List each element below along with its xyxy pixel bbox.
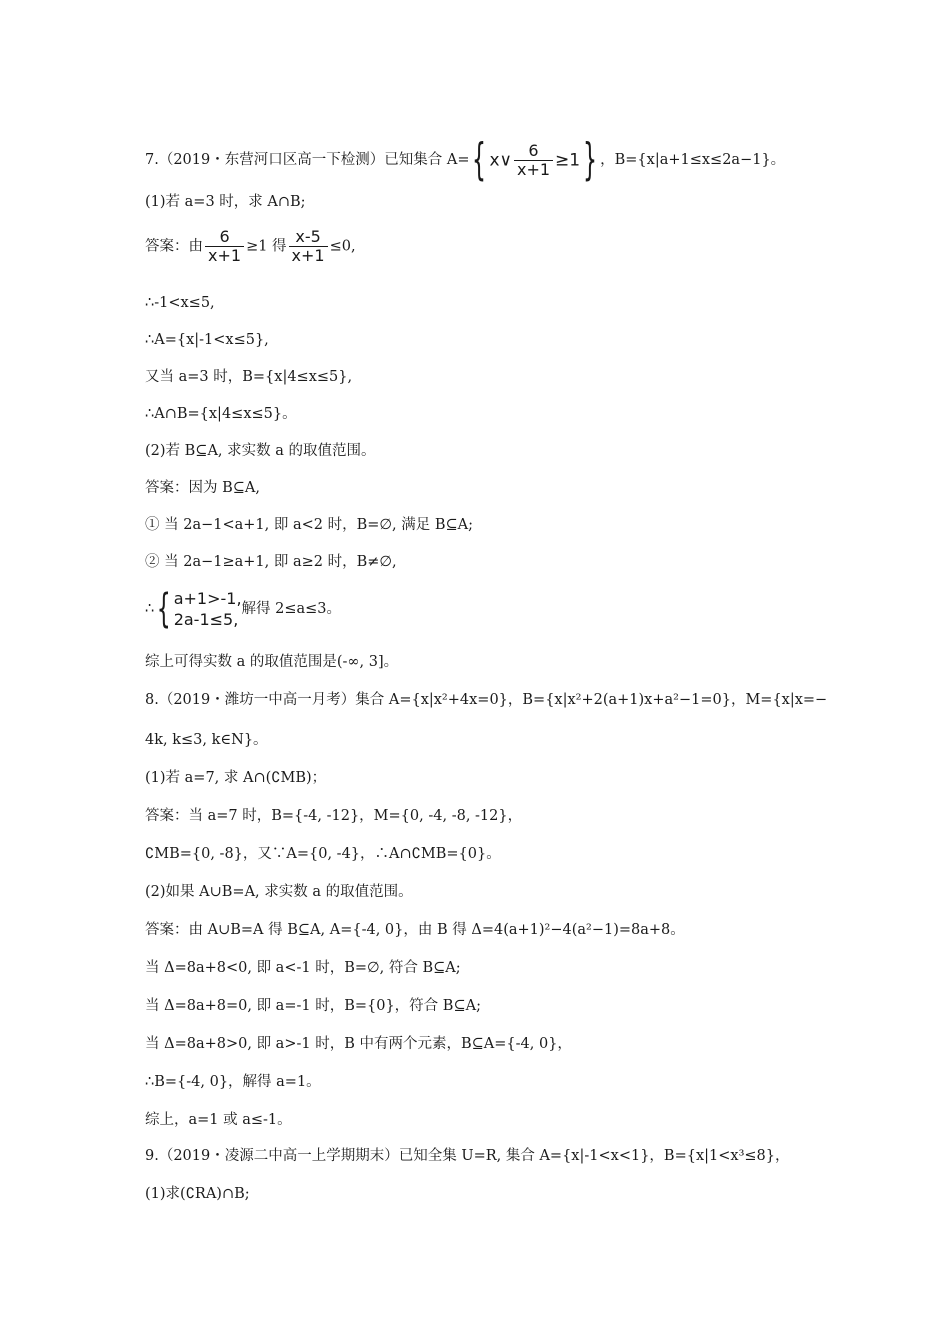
q7-part2: (2)若 B⊆A, 求实数 a 的取值范围。 <box>145 443 376 459</box>
q8-statement-line1: 8.（2019・潍坊一中高一月考）集合 A={x|x²+4x=0}，B={x|x²+2(a+1)x+a²−1=0}，M={x|x=− <box>145 692 828 708</box>
q7-case1: ① 当 2a−1<a+1, 即 a<2 时，B=∅, 满足 B⊆A; <box>145 517 474 533</box>
q7-ans1-mid: ≥1 得 <box>246 238 287 255</box>
q7-prefix: 7.（2019・东营河口区高一下检测）已知集合 A= <box>145 152 470 168</box>
q7-ans1-suffix: ≤0, <box>329 238 356 255</box>
system-brace: { <box>156 586 171 632</box>
q7-line4: ∴A∩B={x|4≤x≤5}。 <box>145 406 297 422</box>
q7-line3: 又当 a=3 时，B={x|4≤x≤5}, <box>145 369 353 385</box>
frac-num: 6 <box>205 228 244 247</box>
q9-statement: 9.（2019・凌源二中高一上学期期末）已知全集 U=R, 集合 A={x|-1<x<1}，B={x|1<x³≤8}， <box>145 1148 790 1164</box>
q7-part1: (1)若 a=3 时，求 A∩B; <box>145 194 306 210</box>
q7-system-suffix: 解得 2≤a≤3。 <box>241 601 342 617</box>
q7-conclusion: 综上可得实数 a 的取值范围是(-∞, 3]。 <box>145 654 399 670</box>
q7-statement <box>145 134 786 185</box>
q7-fraction <box>514 142 553 179</box>
system-row-1: a+1>-1, <box>173 589 242 608</box>
q8-part2: (2)如果 A∪B=A, 求实数 a 的取值范围。 <box>145 884 413 900</box>
q8-answer1-line1: 答案：当 a=7 时，B={-4, -12}，M={0, -4, -8, -12}， <box>145 808 523 824</box>
q7-system <box>145 588 341 630</box>
q7-frac-den: x+1 <box>516 159 551 179</box>
q8-conclusion: 综上，a=1 或 a≤-1。 <box>145 1112 292 1128</box>
q8-part1: (1)若 a=7, 求 A∩(∁MB)； <box>145 770 327 786</box>
q7-line2: ∴A={x|-1<x≤5}, <box>145 332 269 348</box>
q7-set-left: x∨ <box>489 150 512 170</box>
q7-answer2: 答案：因为 B⊆A, <box>145 480 260 496</box>
q8-answer2-line3: 当 Δ=8a+8=0, 即 a=-1 时，B={0}，符合 B⊆A; <box>145 998 481 1014</box>
system-row-2: 2a-1≤5, <box>173 610 239 629</box>
frac-den: x+1 <box>291 246 325 265</box>
q7-case2: ② 当 2a−1≥a+1, 即 a≥2 时，B≠∅, <box>145 554 397 570</box>
q8-answer2-line5: ∴B={-4, 0}，解得 a=1。 <box>145 1074 321 1090</box>
q8-answer1-line2: ∁MB={0, -8}，又∵A={0, -4}，∴A∩∁MB={0}。 <box>145 846 501 862</box>
q7-answer1 <box>145 228 356 265</box>
q7-ans1-prefix: 答案：由 <box>145 238 203 255</box>
q7-frac-num: 6 <box>514 142 553 161</box>
q8-answer2-line2: 当 Δ=8a+8<0, 即 a<-1 时，B=∅, 符合 B⊆A; <box>145 960 461 976</box>
set-brace-right: } <box>583 134 598 185</box>
set-brace-left: { <box>472 134 487 185</box>
q7-set-content <box>489 142 580 179</box>
q7-line1: ∴-1<x≤5, <box>145 295 215 311</box>
inequality-system <box>154 588 241 630</box>
q8-answer2-line1: 答案：由 A∪B=A 得 B⊆A, A={-4, 0}，由 B 得 Δ=4(a+1)²−4(a²−1)=8a+8。 <box>145 922 685 938</box>
frac-den: x+1 <box>208 246 242 265</box>
q7-ans1-frac1 <box>205 228 244 265</box>
q9-part1: (1)求(∁RA)∩B; <box>145 1186 250 1202</box>
q8-statement-line2: 4k, k≤3, k∈N}。 <box>145 732 268 748</box>
system-rows <box>174 588 242 630</box>
frac-num: x-5 <box>289 228 328 247</box>
q7-ans1-frac2 <box>289 228 328 265</box>
q7-suffix: ，B={x|a+1≤x≤2a−1}。 <box>600 152 786 168</box>
q7-set-right: ≥1 <box>555 150 581 170</box>
q8-answer2-line4: 当 Δ=8a+8>0, 即 a>-1 时，B 中有两个元素，B⊆A={-4, 0}， <box>145 1036 572 1052</box>
therefore-symbol: ∴ <box>145 601 155 617</box>
